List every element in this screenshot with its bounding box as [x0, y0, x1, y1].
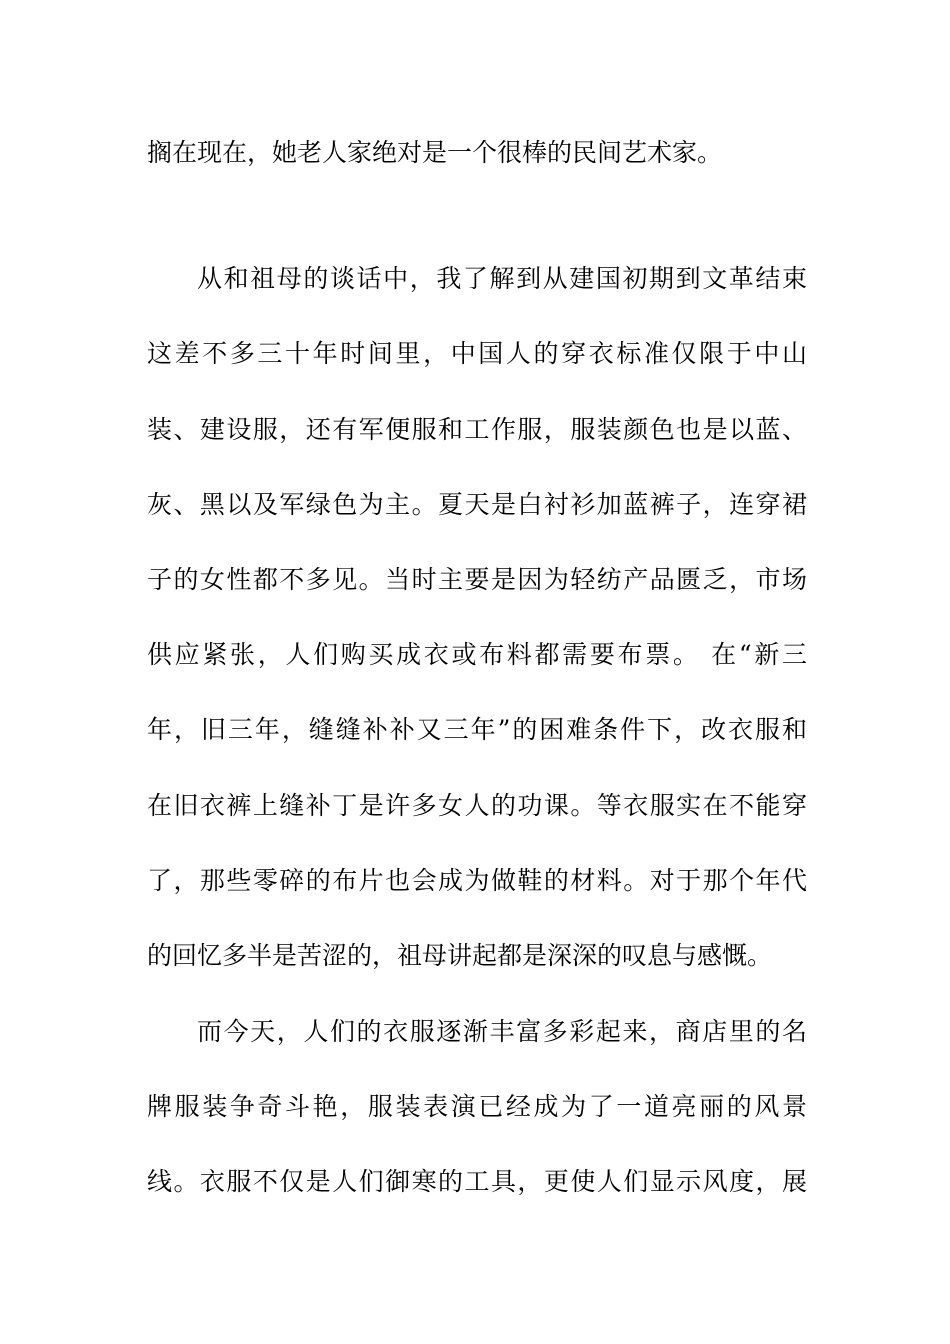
- paragraph-2-line-4: 灰、黑以及军绿色为主。夏天是白衬衫加蓝裤子，连穿裙: [147, 490, 807, 519]
- paragraph-1-line-1: 搁在现在，她老人家绝对是一个很棒的民间艺术家。: [147, 138, 723, 167]
- paragraph-2-line-3: 装、建设服，还有军便服和工作服，服装颜色也是以蓝、: [147, 415, 807, 444]
- paragraph-2-line-1: 从和祖母的谈话中，我了解到从建国初期到文革结束: [197, 264, 807, 293]
- paragraph-3-line-1: 而今天，人们的衣服逐渐丰富多彩起来，商店里的名: [197, 1017, 807, 1046]
- paragraph-2-line-9: 了，那些零碎的布片也会成为做鞋的材料。对于那个年代: [147, 866, 807, 895]
- paragraph-2-line-6: 供应紧张，人们购买成衣或布料都需要布票。 在“新三: [147, 640, 807, 669]
- paragraph-3-line-2: 牌服装争奇斗艳，服装表演已经成为了一道亮丽的风景: [147, 1092, 807, 1121]
- paragraph-2-line-7: 年，旧三年，缝缝补补又三年”的困难条件下，改衣服和: [147, 715, 807, 744]
- paragraph-2-line-5: 子的女性都不多见。当时主要是因为轻纺产品匮乏，市场: [147, 565, 807, 594]
- paragraph-2-line-8: 在旧衣裤上缝补丁是许多女人的功课。等衣服实在不能穿: [147, 791, 807, 820]
- paragraph-2-line-2: 这差不多三十年时间里，中国人的穿衣标准仅限于中山: [147, 339, 807, 368]
- paragraph-3-line-3: 线。衣服不仅是人们御寒的工具，更使人们显示风度，展: [147, 1167, 807, 1196]
- paragraph-2-line-10: 的回忆多半是苦涩的，祖母讲起都是深深的叹息与感慨。: [147, 941, 773, 970]
